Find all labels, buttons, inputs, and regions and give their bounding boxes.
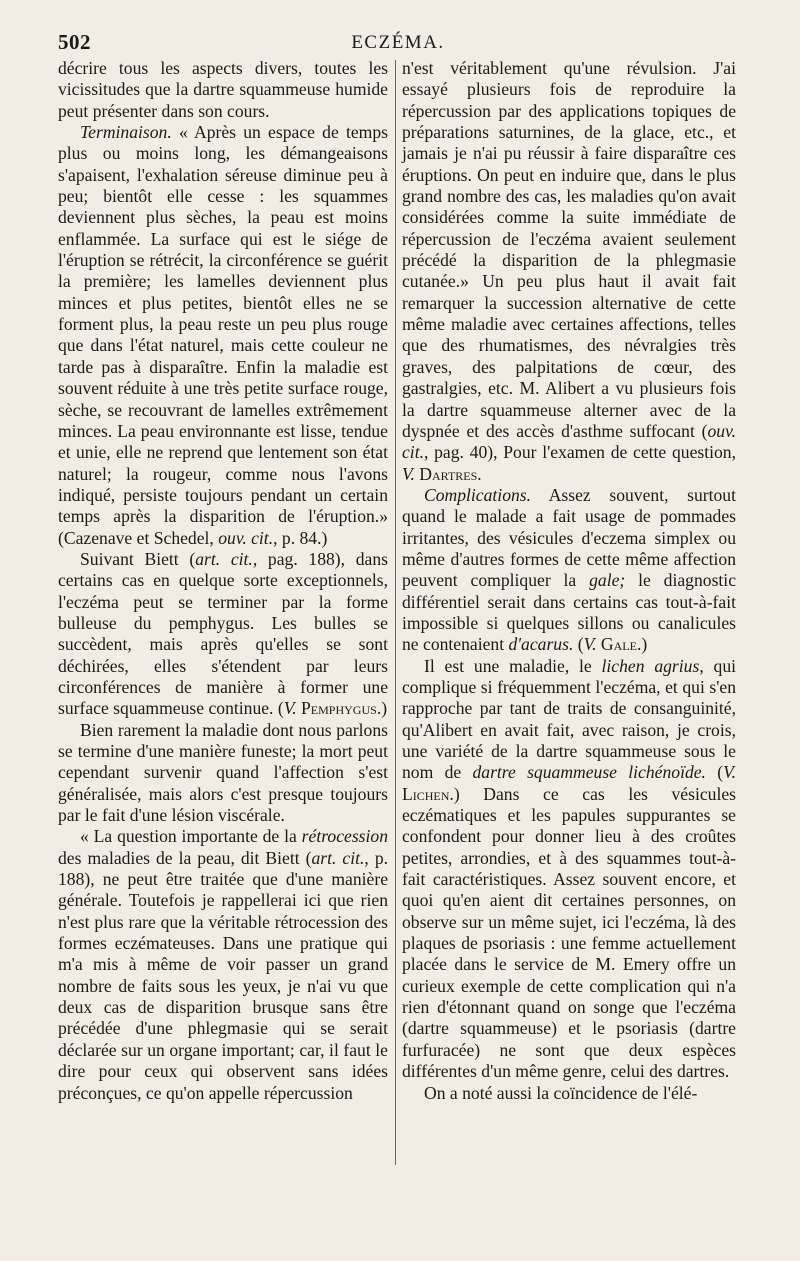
paragraph: « La question importante de la rétrocession des maladies de la peau, dit Biett (art. cit., p. 188), ne peut être traitée que d'une manière générale. Toutefois je rappellerai ici que rien n'est plus rare que la véritable rétrocession des formes eczémateuses. Dans une pratique qui m'a mis à même de voir passer un grand nombre de faits sous les yeux, je n'ai vu que deux cas de disparition brusque sans être précédée d'une phlegmasie qui se serait déclarée sur un organe important; car, il faut le dire pour ceux qui observent sans idées préconçues, ce qu'on appelle répercussion bbox=[58, 826, 389, 1103]
column-divider bbox=[395, 60, 396, 1165]
paragraph: Il est une maladie, le lichen agrius, qui complique si fréquemment l'eczéma, et qui s'en rapproche par tant de traits de consanguinité, qu'Alibert en avait fait, avec raison, je crois, une variété de la dartre squammeuse sous le nom de dartre squammeuse lichénoïde. (V. Lichen.) Dans ce cas les vésicules eczématiques et les papules suppurantes se confondent pour donner lieu à des croûtes petites, arrondies, et à des squammes tout-à-fait caractéristiques. Assez souvent encore, et quoi qu'en aient dit certaines personnes, on observe sur un même sujet, ici l'eczéma, là des plaques de psoriasis : une femme actuellement placée dans le service de M. Emery offre un curieux exemple de cette complication qui n'a rien d'étonnant quand on songe que l'eczéma (dartre squammeuse) et le psoriasis (dartre furfuracée) ne sont que deux espèces différentes d'un même genre, celui des dartres. bbox=[402, 655, 737, 1082]
paragraph-complications: Complications. Assez souvent, surtout quand le malade a fait usage de pommades irritantes, des vésicules d'eczema simplex ou même d'autres formes de cette même affection peuvent compliquer la gale; le diagnostic différentiel serait dans certains cas tout-à-fait impossible si quelques sillons ou canalicules ne contenaient d'acarus. (V. Gale.) bbox=[402, 484, 737, 655]
cross-reference: Pemphygus bbox=[296, 698, 377, 719]
cross-reference: Gale bbox=[596, 634, 637, 655]
cross-reference: Lichen bbox=[402, 783, 450, 804]
paragraph: décrire tous les aspects divers, toutes les vicissitudes que la dartre squammeuse humide peut présenter dans son cours. bbox=[58, 58, 388, 121]
running-title: ECZÉMA. bbox=[351, 32, 445, 53]
paragraph: Bien rarement la maladie dont nous parlons se termine d'une manière funeste; la mort peut cependant survenir quand l'affection s'est généralisée, mais alors c'est presque toujours par le fait d'une lésion viscérale. bbox=[58, 719, 388, 826]
paragraph: On a noté aussi la coïncidence de l'élé- bbox=[424, 1082, 698, 1103]
cross-reference: Dartres bbox=[414, 463, 478, 484]
page-number: 502 bbox=[58, 30, 91, 54]
section-heading-terminaison: Terminaison. bbox=[80, 122, 172, 143]
left-column bbox=[58, 58, 388, 1104]
paragraph-terminaison: Terminaison. « Après un espace de temps plus ou moins long, les démangeaisons s'apaisent, l'exhalation séreuse diminue peu à peu; bientôt elle cesse : les squammes deviennent plus sèches, la peau est moins enflammée. La surface qui est le siége de l'éruption se rétrécit, la circonférence se guérit la première; les lamelles deviennent plus minces et plus petites, bientôt elles ne se forment plus, la peau reste un peu plus rouge que dans l'état naturel, mais cette couleur ne tarde pas à disparaître. Enfin la maladie est souvent réduite à une très petite surface rouge, sèche, se recouvrant de lamelles extrêmement minces. La peau environnante est lisse, tendue et unie, elle ne reprend que lentement son état naturel; la rougeur, comme nous l'avons indiqué, persiste toujours pendant un certain temps après la disparition de l'éruption.» (Cazenave et Schedel, ouv. cit., p. 84.) bbox=[58, 122, 388, 548]
paragraph: n'est véritablement qu'une révulsion. J'ai essayé plusieurs fois de reproduire la répercussion par des applications topiques de préparations saturnines, de la glace, etc., et jamais je n'ai pu réussir à faire disparaître ces éruptions. On peut en induire que, dans le plus grand nombre des cas, les maladies qu'on avait considérées comme la suite immédiate de répercussion de l'eczéma avaient seulement précédé la disparition de la phlegmasie cutanée.» Un peu plus haut il avait fait remarquer la succession alternative de cette même maladie avec certaines affections, telles que des rhumatismes, des névralgies très graves, des palpitations de cœur, des gastralgies, etc. M. Alibert a vu plusieurs fois la dartre squammeuse alterner avec de la dyspnée et des accès d'asthme suffocant (ouv. cit., pag. 40), Pour l'examen de cette question, V. Dartres. bbox=[402, 58, 736, 484]
paragraph: Suivant Biett (art. cit., pag. 188), dans certains cas en quelque sorte exceptionnels, l'eczéma peut se terminer par la forme bulleuse du pemphygus. Les bulles se succèdent, mais après qu'elles se sont déchirées, elles s'étendent par leurs circonférences de manière à former une surface squammeuse continue. (V. Pemphygus.) bbox=[58, 548, 389, 719]
section-heading-complications: Complications. bbox=[424, 484, 532, 505]
page-header bbox=[58, 30, 738, 60]
right-column bbox=[402, 58, 736, 1104]
